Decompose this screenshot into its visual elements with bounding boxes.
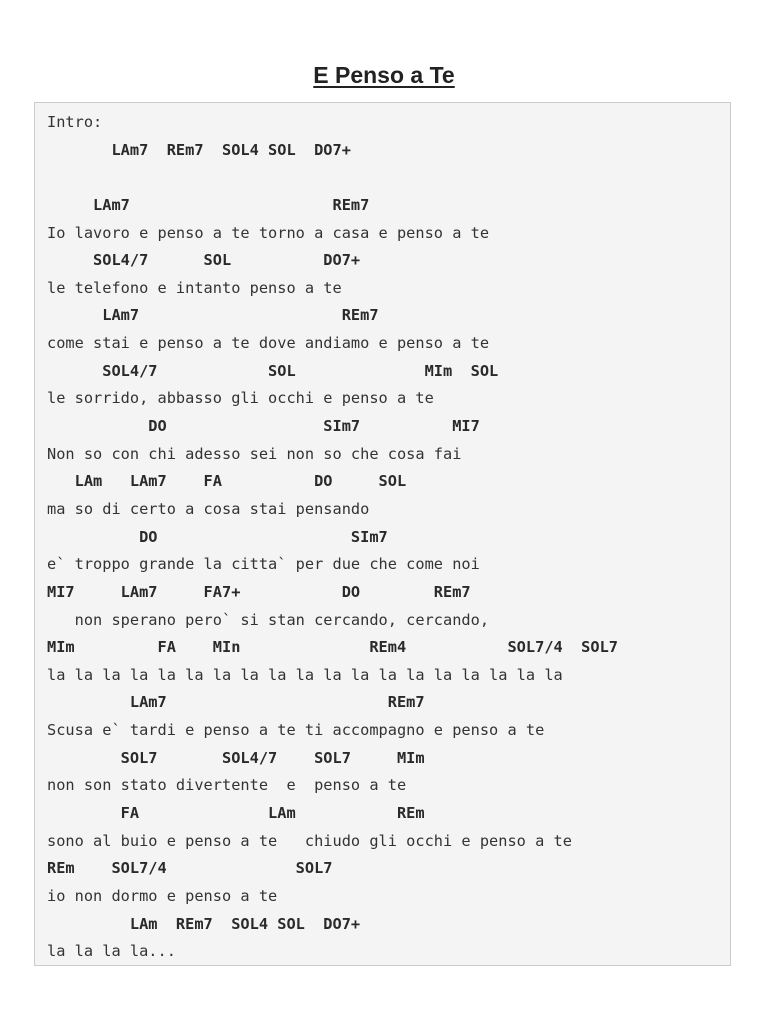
lyric-line: non son stato divertente e penso a te bbox=[47, 776, 407, 795]
chord-line: DO SIm7 MI7 bbox=[47, 417, 480, 436]
lyric-line: non sperano pero` si stan cercando, cercando, bbox=[47, 610, 490, 629]
lyric-line: Scusa e` tardi e penso a te ti accompagno e penso a te bbox=[47, 721, 545, 740]
lyric-line: sono al buio e penso a te chiudo gli occhi e penso a te bbox=[47, 831, 572, 850]
lyric-line: e` troppo grande la citta` per due che come noi bbox=[47, 555, 480, 574]
song-title bbox=[0, 62, 768, 89]
lyric-line: le telefono e intanto penso a te bbox=[47, 278, 342, 297]
lyric-line: come stai e penso a te dove andiamo e penso a te bbox=[47, 334, 490, 353]
blank-line bbox=[47, 164, 618, 192]
chord-line: LAm7 REm7 bbox=[47, 693, 425, 712]
lyric-line: io non dormo e penso a te bbox=[47, 886, 278, 905]
lyric-line: le sorrido, abbasso gli occhi e penso a te bbox=[47, 389, 434, 408]
chord-sheet bbox=[34, 102, 731, 966]
chord-sheet-lines bbox=[47, 109, 618, 966]
chord-line: LAm7 REm7 bbox=[47, 306, 379, 325]
chord-line: REm SOL7/4 SOL7 bbox=[47, 859, 333, 878]
chord-line: SOL4/7 SOL MIm SOL bbox=[47, 361, 499, 380]
song-title-text: E Penso a Te bbox=[313, 62, 455, 88]
lyric-line: la la la la la la la la la la la la la la la la la la la bbox=[47, 665, 563, 684]
chord-line: MIm FA MIn REm4 SOL7/4 SOL7 bbox=[47, 638, 618, 657]
lyric-line: la la la la... bbox=[47, 942, 176, 961]
chord-line: SOL7 SOL4/7 SOL7 MIm bbox=[47, 748, 425, 767]
chord-line: LAm7 REm7 bbox=[47, 195, 370, 214]
chord-line: LAm LAm7 FA DO SOL bbox=[47, 472, 407, 491]
lyric-line: Io lavoro e penso a te torno a casa e penso a te bbox=[47, 223, 490, 242]
chord-line: LAm7 REm7 SOL4 SOL DO7+ bbox=[47, 140, 351, 159]
chord-line: FA LAm REm bbox=[47, 804, 425, 823]
chord-line: MI7 LAm7 FA7+ DO REm7 bbox=[47, 582, 471, 601]
lyric-line: ma so di certo a cosa stai pensando bbox=[47, 499, 370, 518]
chord-line: SOL4/7 SOL DO7+ bbox=[47, 251, 361, 270]
lyric-line: Non so con chi adesso sei non so che cosa fai bbox=[47, 444, 462, 463]
lyric-line: Intro: bbox=[47, 113, 103, 131]
chord-line: DO SIm7 bbox=[47, 527, 388, 546]
chord-line: LAm REm7 SOL4 SOL DO7+ bbox=[47, 914, 361, 933]
